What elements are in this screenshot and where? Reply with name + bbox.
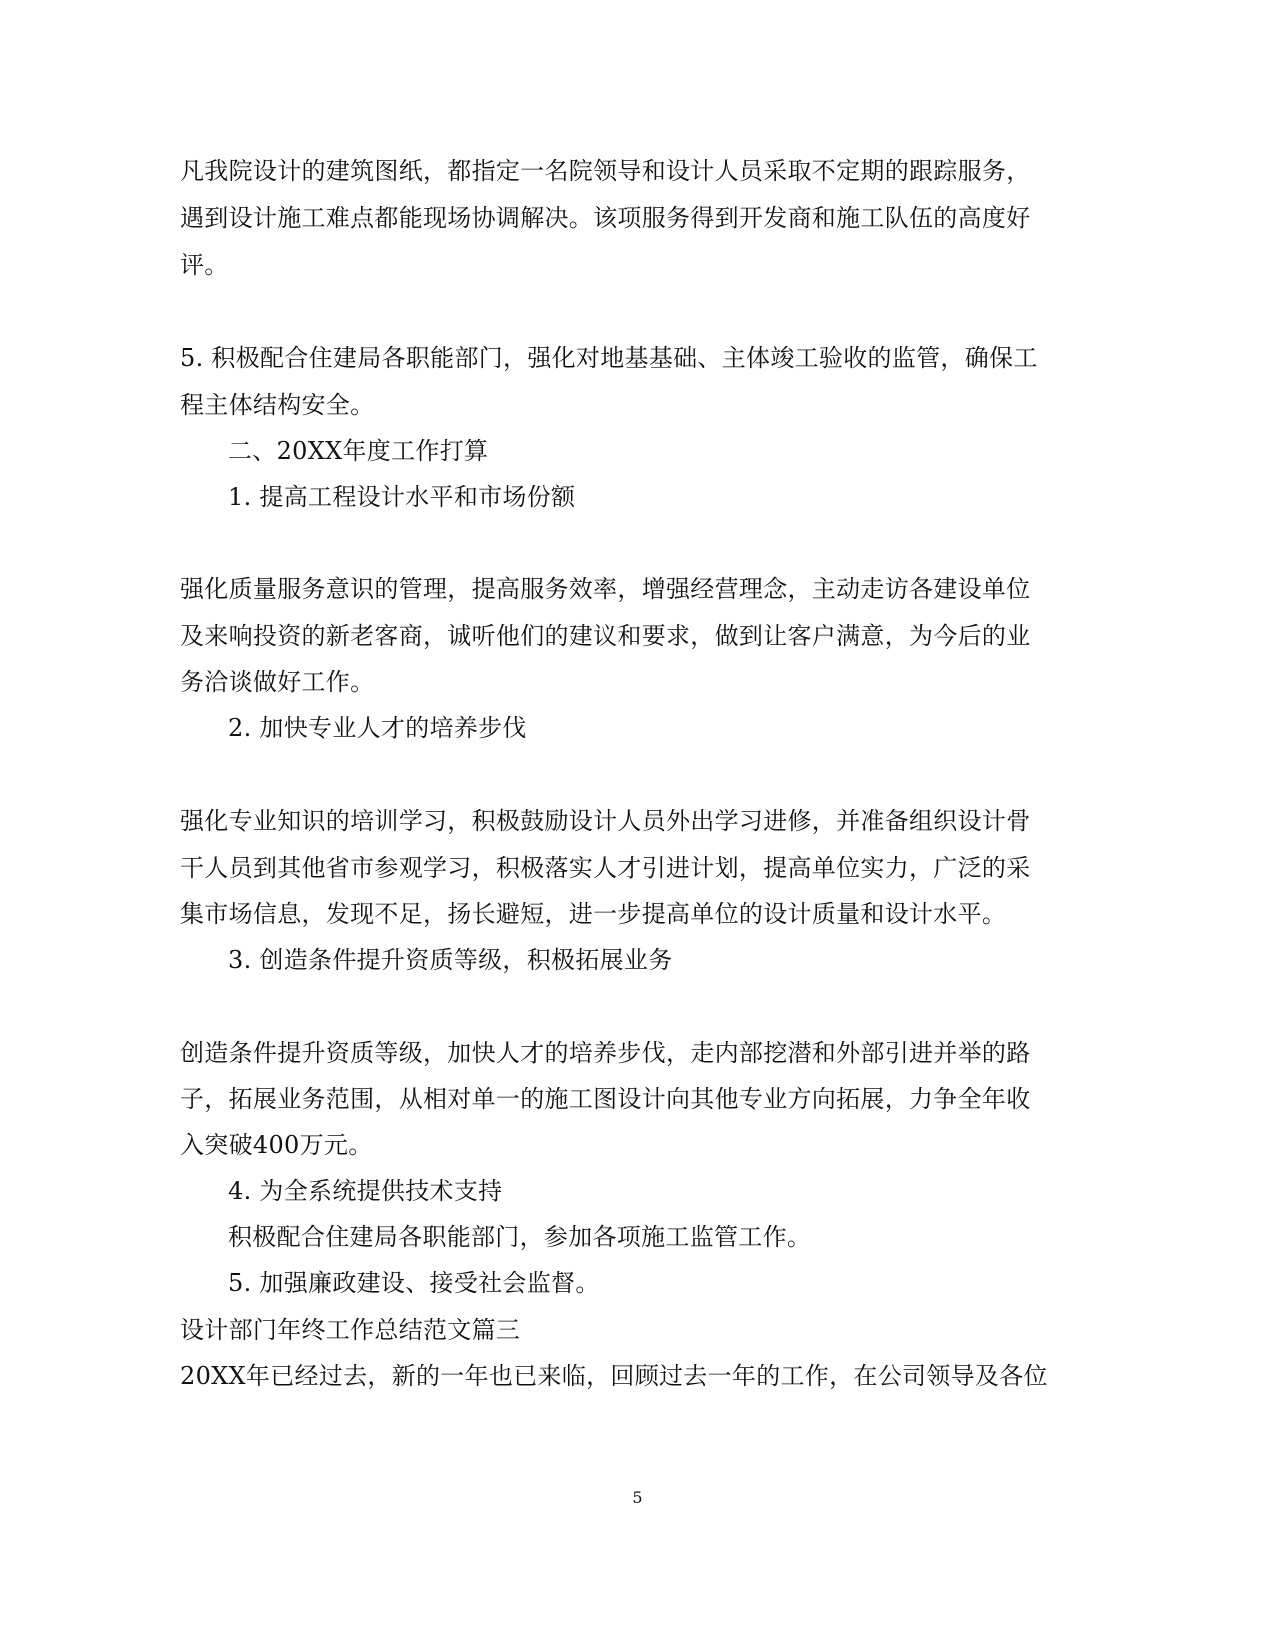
subsection-heading: 3. 创造条件提升资质等级，积极拓展业务 — [228, 946, 673, 974]
body-text-line: 遇到设计施工难点都能现场协调解决。该项服务得到开发商和施工队伍的高度好 — [180, 204, 1031, 232]
body-text-line: 程主体结构安全。 — [180, 391, 375, 419]
body-text-line: 强化专业知识的培训学习，积极鼓励设计人员外出学习进修，并准备组织设计骨 — [180, 807, 1031, 835]
subsection-heading: 2. 加快专业人才的培养步伐 — [228, 714, 527, 742]
body-text-line: 集市场信息，发现不足，扬长避短，进一步提高单位的设计质量和设计水平。 — [180, 900, 1007, 928]
page-number: 5 — [632, 1488, 643, 1507]
article-title: 设计部门年终工作总结范文篇三 — [180, 1316, 521, 1344]
body-text-line: 积极配合住建局各职能部门，参加各项施工监管工作。 — [228, 1223, 812, 1251]
body-text-line: 20XX年已经过去，新的一年也已来临，回顾过去一年的工作，在公司领导及各位 — [180, 1362, 1048, 1390]
subsection-heading: 5. 加强廉政建设、接受社会监督。 — [228, 1269, 600, 1297]
body-text-line: 及来响投资的新老客商，诚听他们的建议和要求，做到让客户满意，为今后的业 — [180, 622, 1031, 650]
body-text-line: 务洽谈做好工作。 — [180, 668, 375, 696]
body-text-line: 5. 积极配合住建局各职能部门，强化对地基基础、主体竣工验收的监管，确保工 — [180, 344, 1038, 372]
body-text-line: 干人员到其他省市参观学习，积极落实人才引进计划，提高单位实力，广泛的采 — [180, 854, 1031, 882]
body-text-line: 子，拓展业务范围，从相对单一的施工图设计向其他专业方向拓展，力争全年收 — [180, 1085, 1031, 1113]
body-text-line: 评。 — [180, 251, 229, 279]
subsection-heading: 4. 为全系统提供技术支持 — [228, 1177, 503, 1205]
section-heading: 二、20XX年度工作打算 — [228, 437, 489, 465]
body-text-line: 创造条件提升资质等级，加快人才的培养步伐，走内部挖潜和外部引进并举的路 — [180, 1039, 1031, 1067]
body-text-line: 凡我院设计的建筑图纸，都指定一名院领导和设计人员采取不定期的跟踪服务， — [180, 157, 1031, 185]
subsection-heading: 1. 提高工程设计水平和市场份额 — [228, 483, 576, 511]
body-text-line: 入突破400万元。 — [180, 1131, 373, 1159]
body-text-line: 强化质量服务意识的管理，提高服务效率，增强经营理念，主动走访各建设单位 — [180, 575, 1031, 603]
